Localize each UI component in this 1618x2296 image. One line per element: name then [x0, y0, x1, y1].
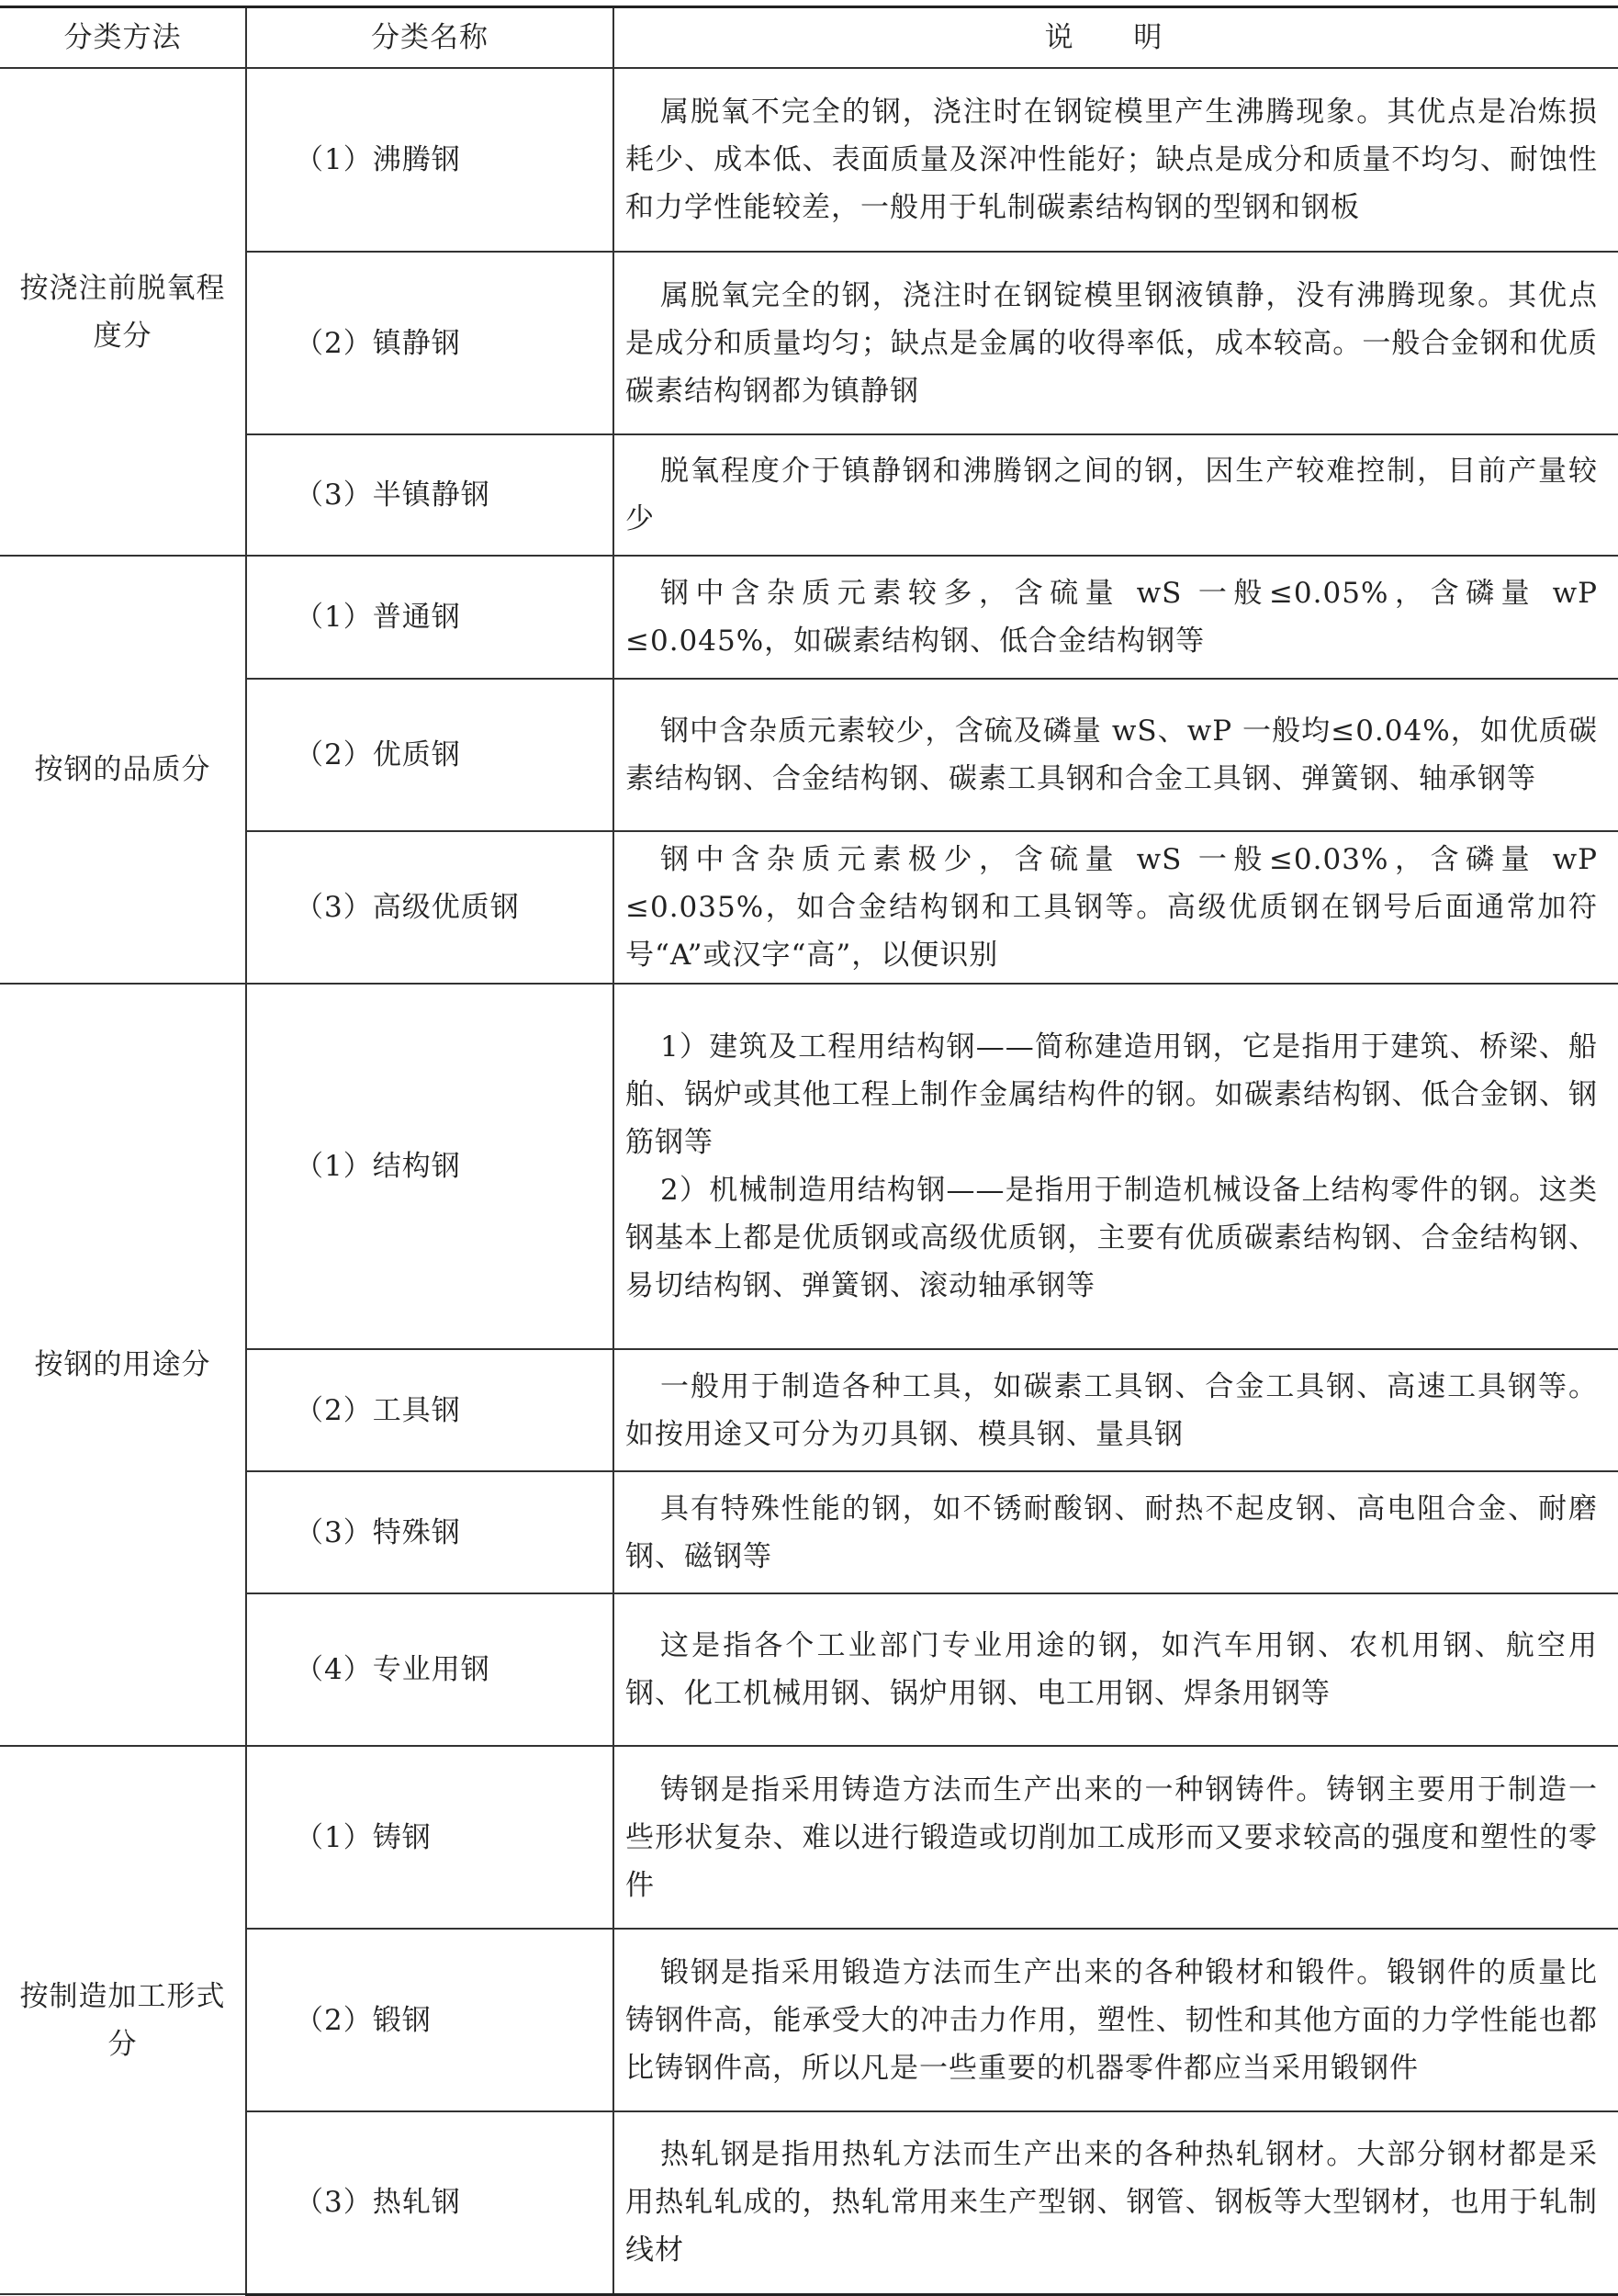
- name-cell: （4）专业用钢: [246, 1593, 613, 1746]
- description-text: 钢中含杂质元素极少，含硫量 wS 一般≤0.03%，含磷量 wP ≤0.035%，如合金结构钢和工具钢等。高级优质钢在钢号后面通常加符号“A”或汉字“高”，以便识别: [625, 843, 1598, 972]
- name-cell: （2）工具钢: [246, 1349, 613, 1471]
- description-text: 2）机械制造用结构钢——是指用于制造机械设备上结构零件的钢。这类钢基本上都是优质钢或高级优质钢，主要有优质碳素结构钢、合金结构钢、易切结构钢、弹簧钢、滚动轴承钢等: [625, 1174, 1598, 1302]
- description-text: 具有特殊性能的钢，如不锈耐酸钢、耐热不起皮钢、高电阻合金、耐磨钢、磁钢等: [625, 1491, 1598, 1573]
- description-cell: [613, 1929, 1618, 2111]
- method-cell: 按浇注前脱氧程度分: [0, 68, 246, 556]
- table-row: [0, 1746, 1618, 1929]
- name-cell: （3）高级优质钢: [246, 831, 613, 984]
- description-cell: [613, 679, 1618, 831]
- name-cell: （1）普通钢: [246, 556, 613, 679]
- description-text: 属脱氧不完全的钢，浇注时在钢锭模里产生沸腾现象。其优点是冶炼损耗少、成本低、表面质量及深冲性能好；缺点是成分和质量不均匀、耐蚀性和力学性能较差，一般用于轧制碳素结构钢的型钢和钢板: [625, 96, 1598, 224]
- description-cell: [613, 831, 1618, 984]
- name-cell: （2）优质钢: [246, 679, 613, 831]
- description-text: 热轧钢是指用热轧方法而生产出来的各种热轧钢材。大部分钢材都是采用热轧轧成的，热轧常用来生产型钢、钢管、钢板等大型钢材，也用于轧制线材: [625, 2138, 1598, 2268]
- description-cell: [613, 1746, 1618, 1929]
- description-cell: [613, 68, 1618, 252]
- name-cell: （2）锻钢: [246, 1929, 613, 2111]
- description-cell: [613, 252, 1618, 434]
- group-deoxidation: [0, 68, 1618, 556]
- table-row: [0, 68, 1618, 252]
- name-cell: （3）热轧钢: [246, 2111, 613, 2294]
- description-text: 这是指各个工业部门专业用途的钢，如汽车用钢、农机用钢、航空用钢、化工机械用钢、锅炉用钢、电工用钢、焊条用钢等: [625, 1629, 1598, 1710]
- name-cell: （3）特殊钢: [246, 1471, 613, 1593]
- group-manufacturing: [0, 1746, 1618, 2294]
- description-text: 铸钢是指采用铸造方法而生产出来的一种钢铸件。铸钢主要用于制造一些形状复杂、难以进行锻造或切削加工成形而又要求较高的强度和塑性的零件: [625, 1773, 1598, 1902]
- table-header-row: [0, 7, 1618, 69]
- description-cell: [613, 2111, 1618, 2294]
- method-cell: 按钢的用途分: [0, 984, 246, 1746]
- name-cell: （1）沸腾钢: [246, 68, 613, 252]
- name-cell: （1）铸钢: [246, 1746, 613, 1929]
- table-row: [0, 984, 1618, 1349]
- name-cell: （3）半镇静钢: [246, 434, 613, 556]
- table-row: [0, 556, 1618, 679]
- name-cell: （2）镇静钢: [246, 252, 613, 434]
- method-cell: 按钢的品质分: [0, 556, 246, 984]
- description-text: 钢中含杂质元素较少，含硫及磷量 wS、wP 一般均≤0.04%，如优质碳素结构钢、合金结构钢、碳素工具钢和合金工具钢、弹簧钢、轴承钢等: [625, 715, 1598, 795]
- description-cell: [613, 1349, 1618, 1471]
- method-cell: 按制造加工形式分: [0, 1746, 246, 2294]
- description-cell: [613, 434, 1618, 556]
- steel-classification-table: [0, 6, 1618, 2296]
- header-description: 说 明: [613, 7, 1618, 69]
- description-text: 一般用于制造各种工具，如碳素工具钢、合金工具钢、高速工具钢等。如按用途又可分为刃具钢、模具钢、量具钢: [625, 1369, 1598, 1451]
- description-text: 属脱氧完全的钢，浇注时在钢锭模里钢液镇静，没有沸腾现象。其优点是成分和质量均匀；缺点是金属的收得率低，成本较高。一般合金钢和优质碳素结构钢都为镇静钢: [625, 278, 1598, 408]
- description-text: 1）建筑及工程用结构钢——简称建造用钢，它是指用于建筑、桥梁、船舶、锅炉或其他工程上制作金属结构件的钢。如碳素结构钢、低合金钢、钢筋钢等: [625, 1030, 1598, 1159]
- description-cell: [613, 1471, 1618, 1593]
- description-text: 脱氧程度介于镇静钢和沸腾钢之间的钢，因生产较难控制，目前产量较少: [625, 455, 1598, 535]
- description-cell: [613, 1593, 1618, 1746]
- header-method: 分类方法: [0, 7, 246, 69]
- description-text: 钢中含杂质元素较多，含硫量 wS 一般≤0.05%，含磷量 wP ≤0.045%，如碳素结构钢、低合金结构钢等: [625, 577, 1598, 658]
- group-usage: [0, 984, 1618, 1746]
- description-cell: [613, 984, 1618, 1349]
- description-cell: [613, 556, 1618, 679]
- header-name: 分类名称: [246, 7, 613, 69]
- description-text: 锻钢是指采用锻造方法而生产出来的各种锻材和锻件。锻钢件的质量比铸钢件高，能承受大的冲击力作用，塑性、韧性和其他方面的力学性能也都比铸钢件高，所以凡是一些重要的机器零件都应当采用锻钢件: [625, 1955, 1598, 2085]
- group-quality: [0, 556, 1618, 984]
- name-cell: （1）结构钢: [246, 984, 613, 1349]
